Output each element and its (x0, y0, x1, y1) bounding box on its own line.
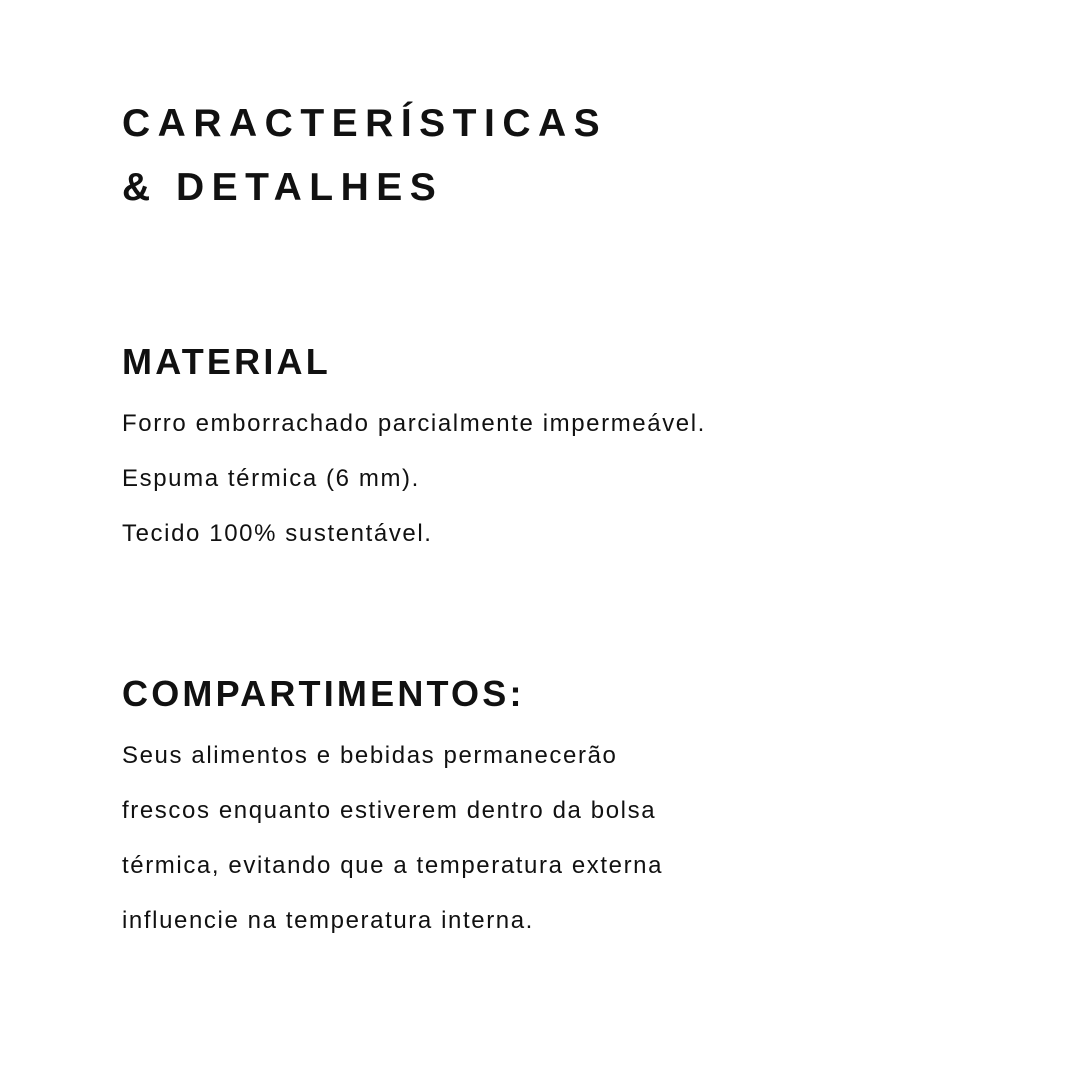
compartments-heading: COMPARTIMENTOS: (122, 673, 525, 714)
page-title (122, 92, 607, 220)
material-line-3: Tecido 100% sustentável. (122, 520, 433, 547)
compartments-line-4: influencie na temperatura interna. (122, 907, 534, 934)
material-line-2: Espuma térmica (6 mm). (122, 465, 420, 492)
page-title-line-1: CARACTERÍSTICAS (122, 102, 608, 145)
compartments-line-1: Seus alimentos e bebidas permanecerão (122, 742, 618, 769)
material-line-1: Forro emborrachado parcialmente impermeável. (122, 410, 706, 437)
compartments-line-3: térmica, evitando que a temperatura externa (122, 852, 664, 879)
compartments-line-2: frescos enquanto estiverem dentro da bolsa (122, 797, 657, 824)
material-heading: MATERIAL (122, 341, 331, 382)
compartments-section (122, 670, 663, 948)
material-section (122, 338, 706, 561)
page-title-line-2: & DETALHES (122, 166, 444, 209)
